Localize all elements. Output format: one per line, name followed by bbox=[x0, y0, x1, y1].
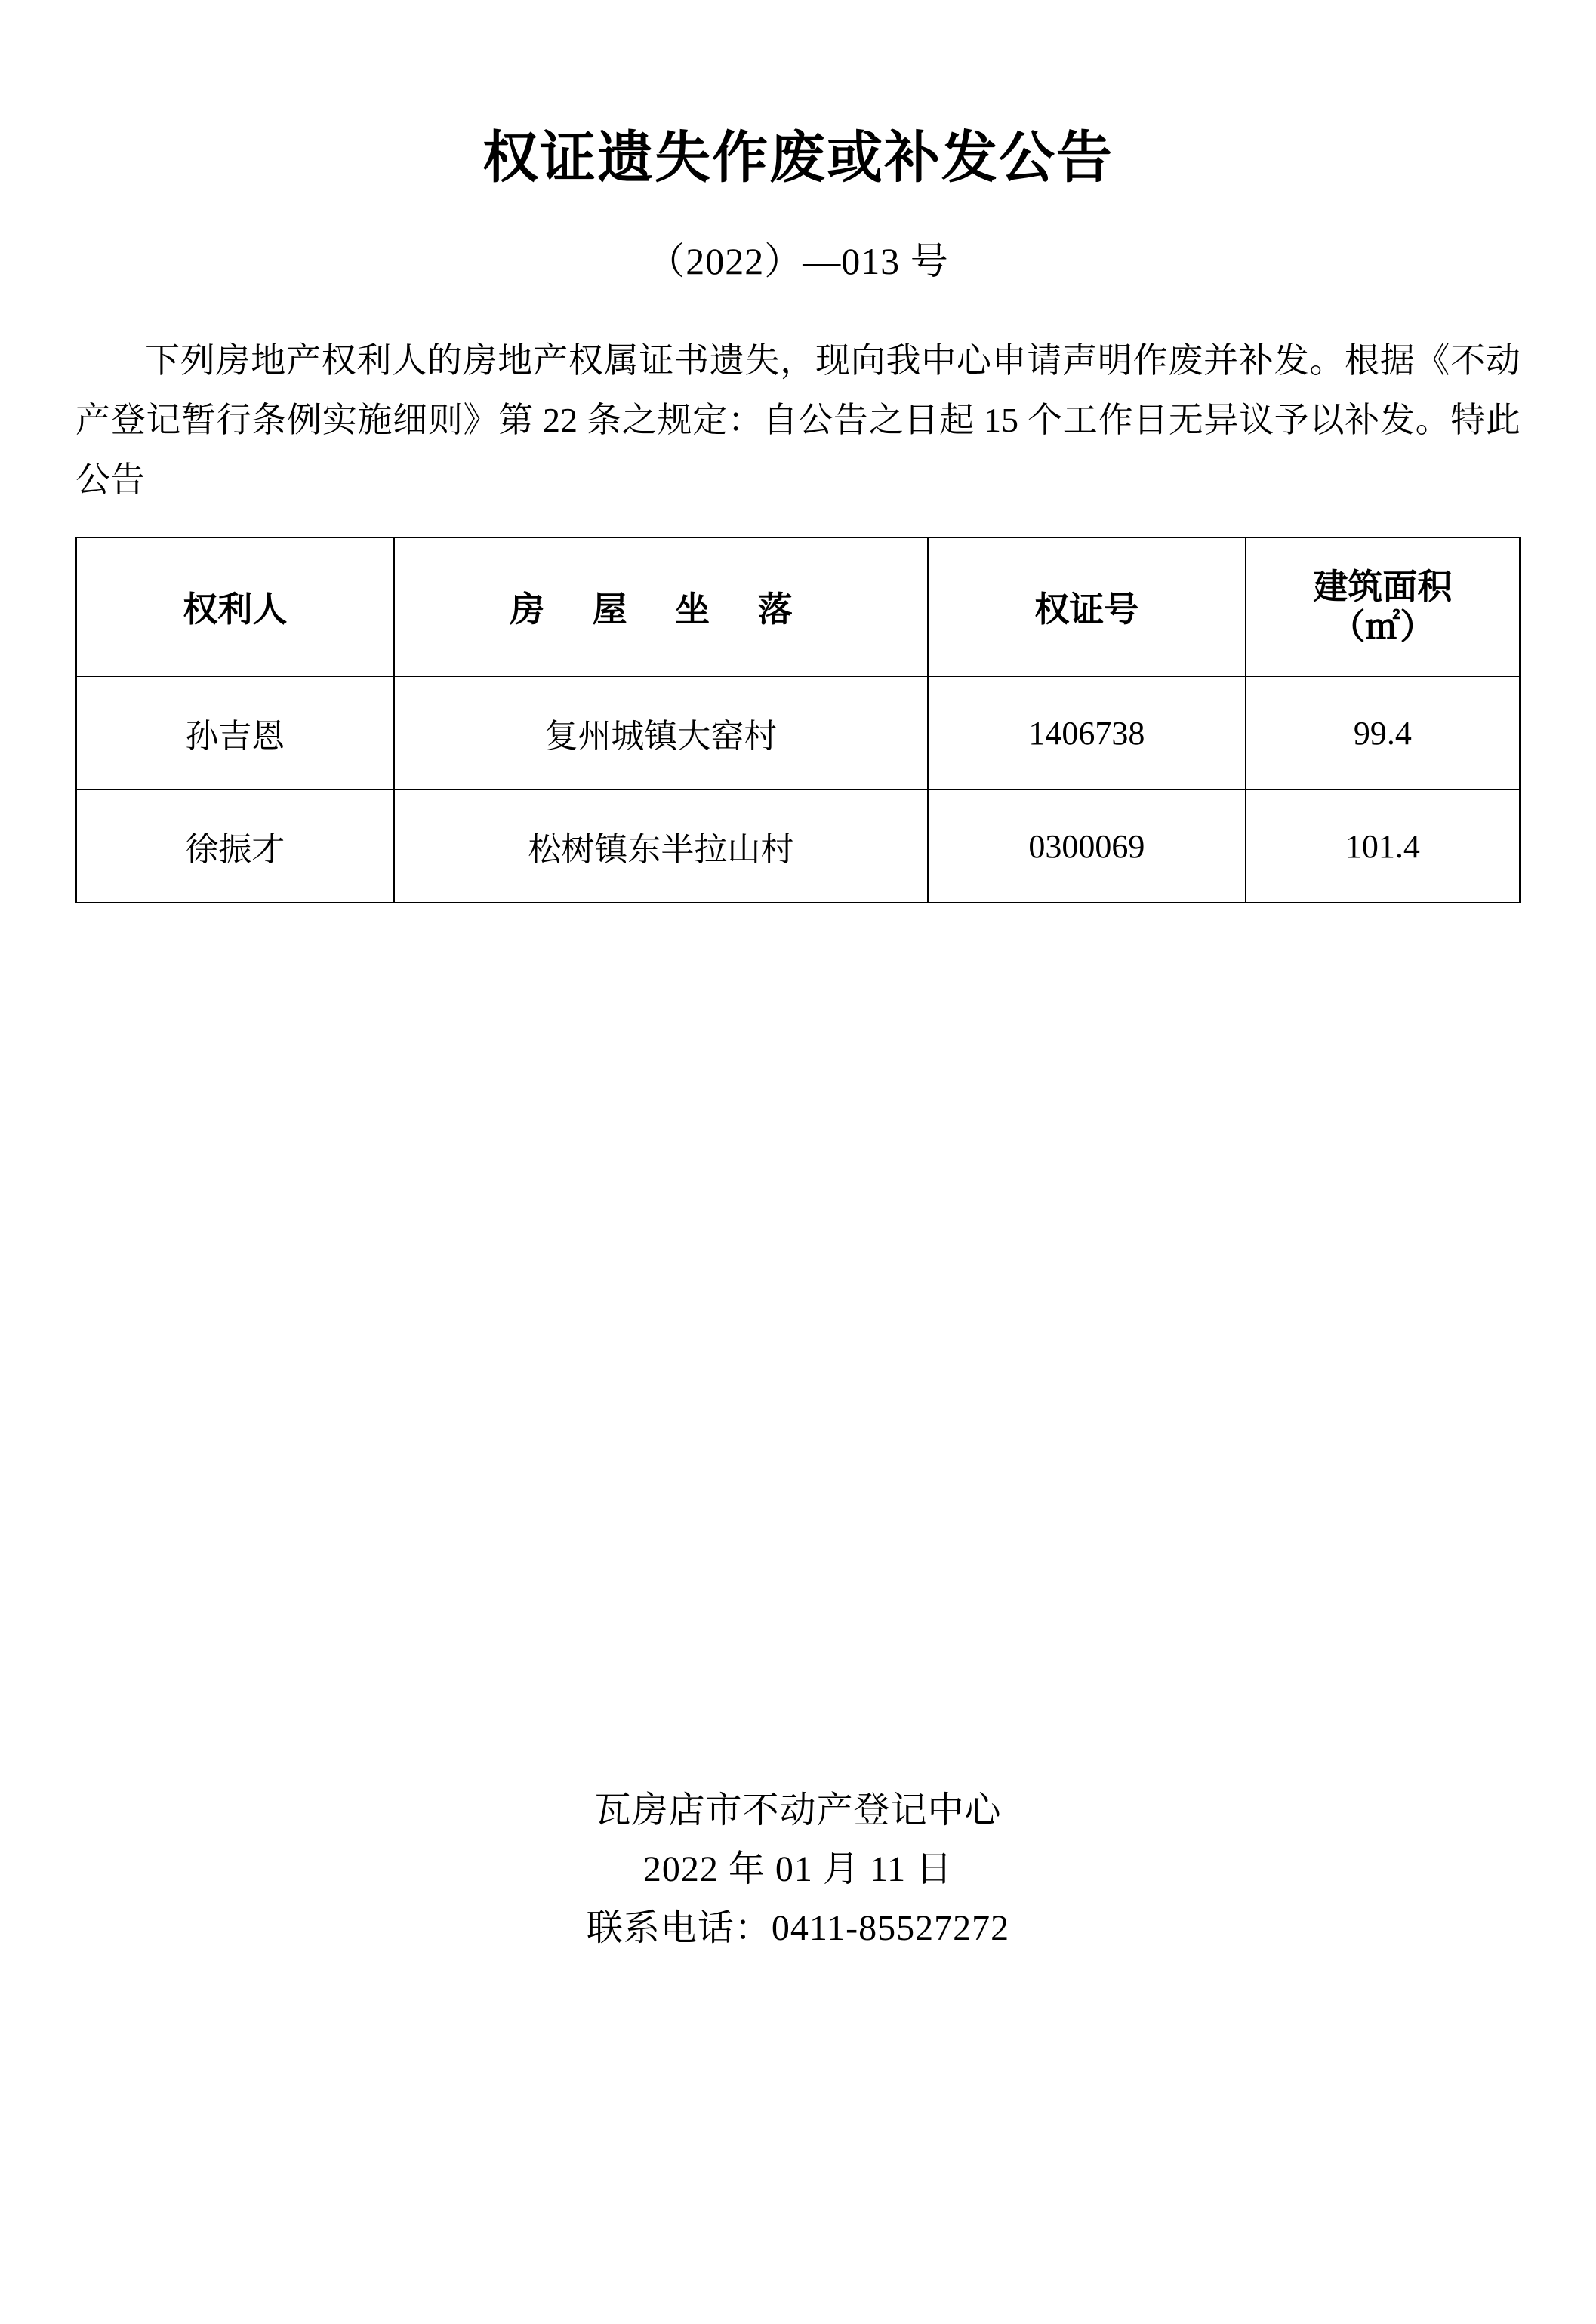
cell-cert-no: 0300069 bbox=[928, 790, 1246, 903]
cell-owner: 徐振才 bbox=[76, 790, 394, 903]
cell-location: 松树镇东半拉山村 bbox=[394, 790, 928, 903]
footer-date: 2022 年 01 月 11 日 bbox=[642, 1848, 954, 1889]
column-header-cert-no: 权证号 bbox=[928, 537, 1246, 676]
document-number: （2022）—013 号 bbox=[647, 240, 949, 282]
table-row bbox=[76, 676, 1520, 790]
notice-table bbox=[75, 537, 1521, 903]
cell-area: 99.4 bbox=[1246, 676, 1520, 790]
body-paragraph: 下列房地产权利人的房地产权属证书遗失，现向我中心申请声明作废并补发。根据《不动产登记暂行条例实施细则》第 22 条之规定：自公告之日起 15 个工作日无异议予以补发。特此公告 bbox=[75, 341, 1521, 500]
column-header-area-line1: 建筑面积 bbox=[1313, 567, 1453, 606]
column-header-area-line2: （㎡） bbox=[1330, 608, 1435, 647]
cell-cert-no: 1406738 bbox=[928, 676, 1246, 790]
column-header-location: 房 屋 坐 落 bbox=[394, 537, 928, 676]
column-header-owner: 权利人 bbox=[76, 537, 394, 676]
footer-contact: 联系电话：0411-85527272 bbox=[586, 1907, 1010, 1948]
notice-table-wrapper bbox=[0, 509, 1596, 903]
document-footer bbox=[0, 1781, 1596, 1957]
table-row bbox=[76, 790, 1520, 903]
cell-location: 复州城镇大窑村 bbox=[394, 676, 928, 790]
page-title: 权证遗失作废或补发公告 bbox=[482, 128, 1114, 189]
footer-issuer: 瓦房店市不动产登记中心 bbox=[594, 1790, 1002, 1830]
column-header-area bbox=[1246, 537, 1520, 676]
table-header-row bbox=[76, 537, 1520, 676]
cell-area: 101.4 bbox=[1246, 790, 1520, 903]
cell-owner: 孙吉恩 bbox=[76, 676, 394, 790]
